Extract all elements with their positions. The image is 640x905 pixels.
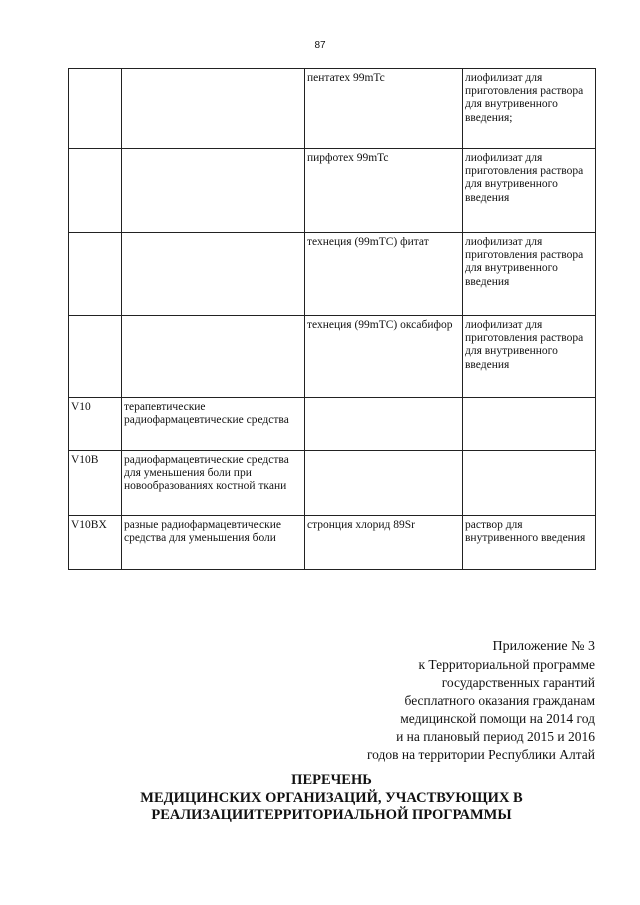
drug-name-cell: пирфотех 99mTc	[305, 149, 463, 233]
appendix-title: Приложение № 3	[492, 639, 595, 654]
dosage-form-cell: лиофилизат для приготовления раствора для внутривенного введения	[463, 233, 596, 316]
dosage-form-cell: лиофилизат для приготовления раствора для внутривенного введения;	[463, 69, 596, 149]
atc-code-cell: V10BX	[69, 516, 122, 570]
atc-code-cell	[69, 233, 122, 316]
page-number: 87	[314, 40, 326, 51]
pharma-group-cell: терапевтические радиофармацевтические средства	[122, 398, 305, 451]
table-row	[69, 316, 596, 398]
table-row	[69, 398, 596, 451]
atc-code-cell	[69, 69, 122, 149]
appendix-line: и на плановый период 2015 и 2016	[396, 729, 595, 744]
dosage-form-cell	[463, 398, 596, 451]
dosage-form-cell: лиофилизат для приготовления раствора для внутривенного введения	[463, 316, 596, 398]
drug-name-cell: пентатех 99mTc	[305, 69, 463, 149]
dosage-form-cell	[463, 451, 596, 516]
dosage-form-cell: лиофилизат для приготовления раствора для внутривенного введения	[463, 149, 596, 233]
heading-line: ПЕРЕЧЕНЬ	[291, 772, 372, 788]
table-row	[69, 233, 596, 316]
heading-line: РЕАЛИЗАЦИИТЕРРИТОРИАЛЬНОЙ ПРОГРАММЫ	[151, 807, 512, 823]
table-row	[69, 149, 596, 233]
atc-code-cell: V10	[69, 398, 122, 451]
table-row	[69, 69, 596, 149]
pharma-group-cell	[122, 316, 305, 398]
atc-code-cell: V10B	[69, 451, 122, 516]
appendix-block	[275, 638, 595, 764]
appendix-line: бесплатного оказания гражданам	[404, 693, 595, 708]
drug-name-cell: стронция хлорид 89Sr	[305, 516, 463, 570]
appendix-line: государственных гарантий	[441, 675, 595, 690]
drug-table	[68, 68, 596, 570]
pharma-group-cell: радиофармацевтические средства для уменьшения боли при новообразованиях костной ткани	[122, 451, 305, 516]
appendix-line: к Территориальной программе	[418, 657, 595, 672]
pharma-group-cell: разные радиофармацевтические средства для уменьшения боли	[122, 516, 305, 570]
drug-name-cell: технеция (99mTC) фитат	[305, 233, 463, 316]
atc-code-cell	[69, 149, 122, 233]
document-heading	[68, 772, 595, 825]
drug-name-cell	[305, 451, 463, 516]
appendix-line: годов на территории Республики Алтай	[366, 747, 595, 762]
drug-name-cell: технеция (99mTC) оксабифор	[305, 316, 463, 398]
pharma-group-cell	[122, 69, 305, 149]
dosage-form-cell: раствор для внутривенного введения	[463, 516, 596, 570]
pharma-group-cell	[122, 149, 305, 233]
appendix-line: медицинской помощи на 2014 год	[400, 711, 595, 726]
table-row	[69, 516, 596, 570]
drug-name-cell	[305, 398, 463, 451]
pharma-group-cell	[122, 233, 305, 316]
heading-line: МЕДИЦИНСКИХ ОРГАНИЗАЦИЙ, УЧАСТВУЮЩИХ В	[140, 789, 523, 806]
table-row	[69, 451, 596, 516]
atc-code-cell	[69, 316, 122, 398]
